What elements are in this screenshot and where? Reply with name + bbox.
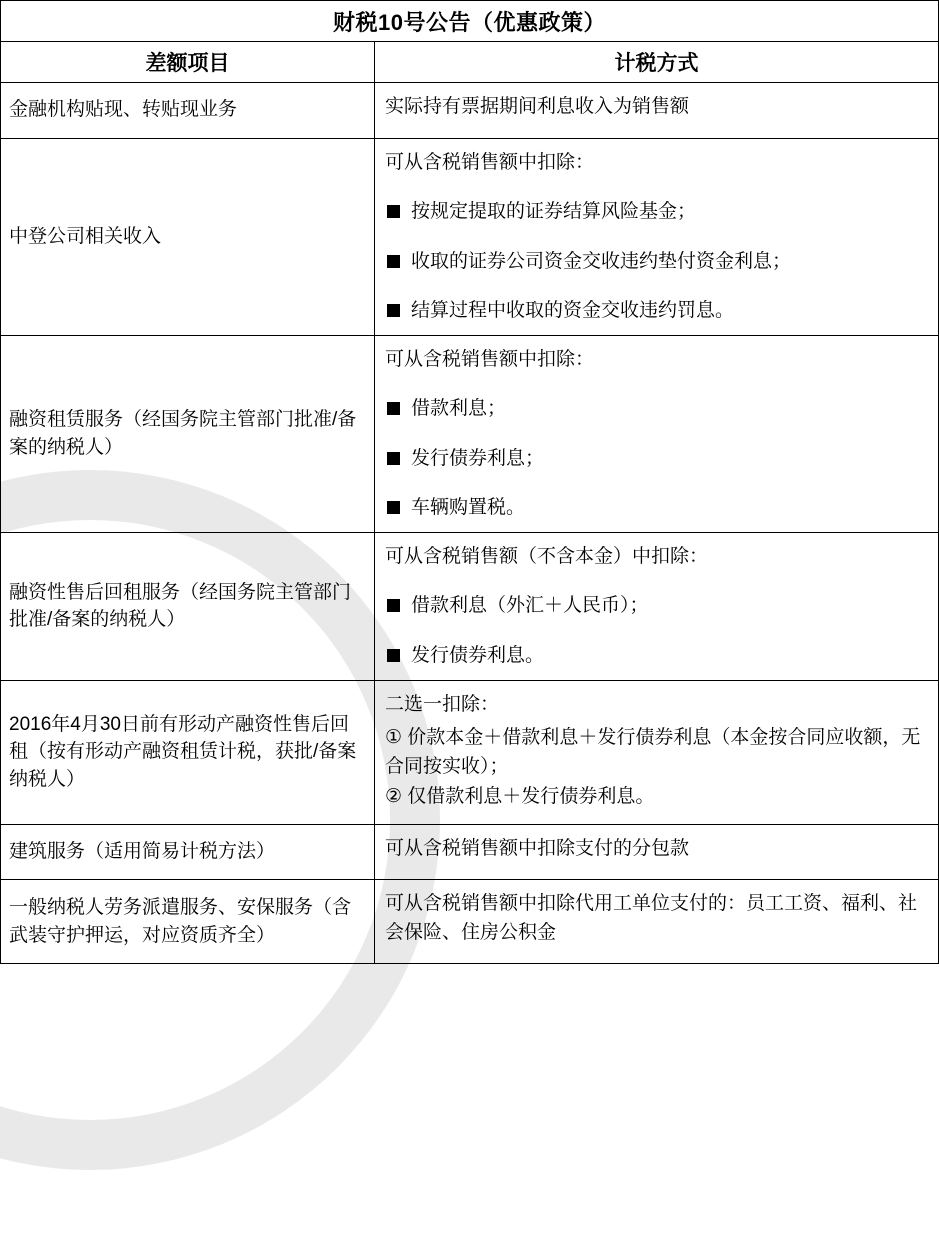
table-title-row (1, 1, 939, 42)
column-header-item: 差额项目 (1, 42, 375, 83)
method-intro: 实际持有票据期间利息收入为销售额 (385, 96, 690, 117)
page-title: 财税10号公告（优惠政策） (1, 1, 939, 42)
list-item: 收取的证券公司资金交收违约垫付资金利息； (385, 248, 928, 276)
list-item: 借款利息； (385, 395, 928, 423)
method-intro: 可从含税销售额中扣除： (385, 348, 595, 370)
table-row (1, 824, 939, 880)
table-row (1, 335, 939, 532)
table-row (1, 680, 939, 824)
table-row (1, 138, 939, 335)
list-item: 发行债券利息； (385, 445, 928, 473)
list-item: 车辆购置税。 (385, 494, 928, 522)
method-bullet-list (385, 395, 928, 522)
list-item: 按规定提取的证券结算风险基金； (385, 198, 928, 226)
row-item-label: 2016年4月30日前有形动产融资性售后回租（按有形动产融资租赁计税，获批/备案纳税人） (1, 680, 375, 824)
table-row (1, 532, 939, 680)
table-row (1, 83, 939, 139)
row-method-cell (375, 138, 939, 335)
method-intro: 可从含税销售额中扣除： (385, 151, 595, 173)
list-item: 发行债券利息。 (385, 642, 928, 670)
table-header-row (1, 42, 939, 83)
row-method-cell (375, 880, 939, 964)
method-intro: 可从含税销售额中扣除代用工单位支付的：员工工资、福利、社会保险、住房公积金 (385, 893, 918, 943)
row-item-label: 金融机构贴现、转贴现业务 (1, 83, 375, 139)
method-intro: 可从含税销售额中扣除支付的分包款 (385, 837, 690, 859)
row-method-cell (375, 824, 939, 880)
row-item-label: 融资性售后回租服务（经国务院主管部门批准/备案的纳税人） (1, 532, 375, 680)
column-header-method: 计税方式 (375, 42, 939, 83)
method-intro: 二选一扣除： (385, 693, 500, 715)
row-item-label: 中登公司相关收入 (1, 138, 375, 335)
row-method-cell (375, 335, 939, 532)
method-bullet-list (385, 198, 928, 325)
method-intro: 可从含税销售额（不含本金）中扣除： (385, 545, 709, 567)
method-bullet-list (385, 592, 928, 669)
method-numbered-list (385, 724, 928, 812)
row-method-cell (375, 83, 939, 139)
list-item: ① 价款本金＋借款利息＋发行债券利息（本金按合同应收额，无合同按实收）； (385, 727, 921, 777)
row-item-label: 建筑服务（适用简易计税方法） (1, 824, 375, 880)
list-item: ② 仅借款利息＋发行债券利息。 (385, 786, 655, 808)
row-item-label: 一般纳税人劳务派遣服务、安保服务（含武装守护押运，对应资质齐全） (1, 880, 375, 964)
list-item: 借款利息（外汇＋人民币）； (385, 592, 928, 620)
table-row (1, 880, 939, 964)
row-method-cell (375, 532, 939, 680)
row-method-cell (375, 680, 939, 824)
row-item-label: 融资租赁服务（经国务院主管部门批准/备案的纳税人） (1, 335, 375, 532)
list-item: 结算过程中收取的资金交收违约罚息。 (385, 297, 928, 325)
